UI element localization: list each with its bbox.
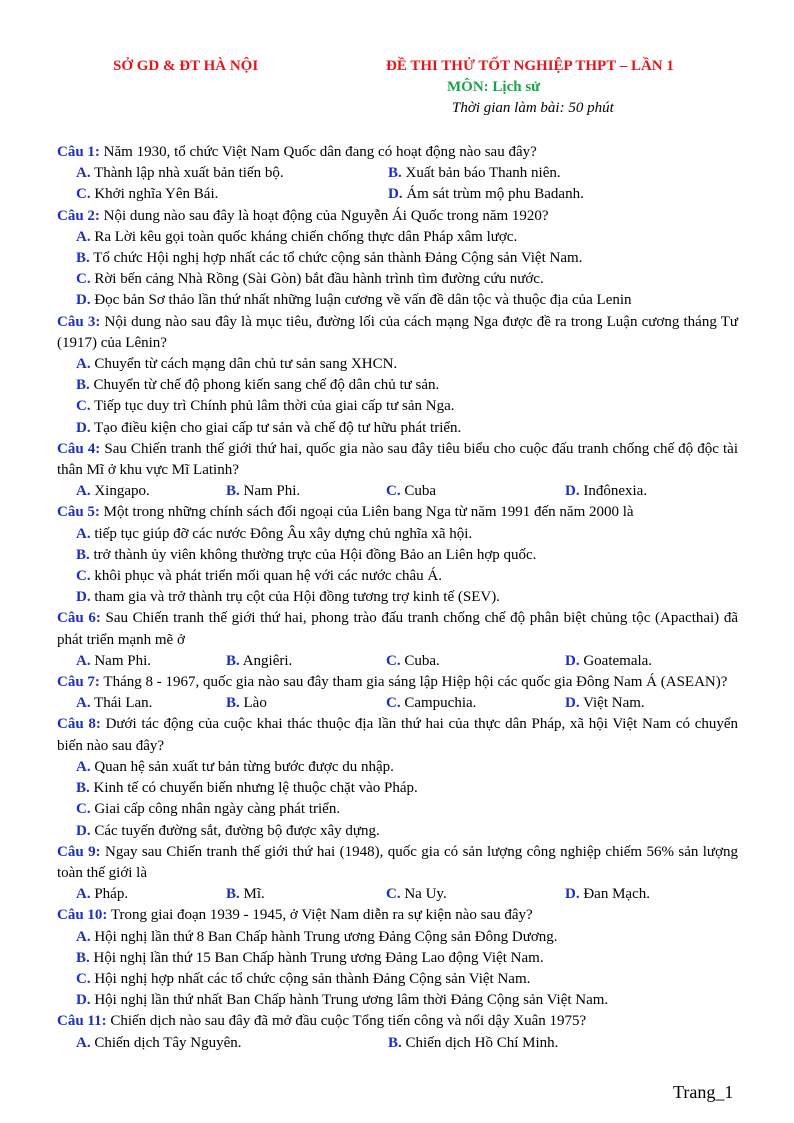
answer-option bbox=[57, 524, 738, 545]
answer-text: Cuba bbox=[404, 483, 437, 500]
answer-letter: A. bbox=[76, 758, 91, 775]
question-number: Câu 10: bbox=[57, 907, 108, 924]
answer-text: Angiêri. bbox=[242, 652, 293, 669]
answer-text: Nam Phi. bbox=[243, 483, 301, 500]
answer-option bbox=[226, 693, 386, 714]
answer-letter: B. bbox=[76, 949, 90, 966]
answer-letter: B. bbox=[76, 377, 90, 394]
answer-text: Chuyển từ chế độ phong kiến sang chế độ dân chủ tư sản. bbox=[93, 377, 440, 394]
answer-option bbox=[57, 375, 738, 396]
answer-option bbox=[386, 481, 565, 502]
question-text: Nội dung nào sau đây là mục tiêu, đường lối của cách mạng Nga được đề ra trong Luận cương tháng Tư (1917) của Lênin? bbox=[57, 313, 738, 351]
question-stem bbox=[57, 439, 738, 481]
answer-text: Khởi nghĩa Yên Bái. bbox=[94, 186, 219, 203]
answer-text: Đan Mạch. bbox=[583, 886, 650, 903]
question-number: Câu 4: bbox=[57, 440, 101, 457]
question-number: Câu 9: bbox=[57, 843, 101, 860]
question-text: Năm 1930, tổ chức Việt Nam Quốc dân đang có hoạt động nào sau đây? bbox=[99, 144, 537, 160]
answer-letter: C. bbox=[386, 886, 401, 903]
answer-letter: A. bbox=[76, 695, 91, 712]
answer-letter: B. bbox=[76, 546, 90, 563]
answer-letter: A. bbox=[76, 928, 91, 945]
answer-letter: D. bbox=[76, 589, 91, 606]
answer-text: Quan hệ sản xuất tư bản từng bước được du nhập. bbox=[94, 758, 394, 775]
question-stem bbox=[57, 206, 738, 227]
answer-option bbox=[226, 884, 386, 905]
question-stem bbox=[57, 142, 738, 163]
answer-letter: D. bbox=[565, 483, 580, 500]
answer-letter: D. bbox=[76, 419, 91, 436]
question-text: Chiến dịch nào sau đây đã mở đầu cuộc Tổng tiến công và nổi dậy Xuân 1975? bbox=[106, 1013, 587, 1030]
question-stem bbox=[57, 672, 738, 693]
answer-letter: A. bbox=[76, 483, 91, 500]
answer-option bbox=[565, 481, 738, 502]
answer-text: Lào bbox=[243, 695, 267, 712]
exam-subject: MÔN: Lịch sử bbox=[447, 79, 541, 95]
answer-option bbox=[76, 481, 226, 502]
answer-option bbox=[57, 778, 738, 799]
question-number: Câu 8: bbox=[57, 716, 101, 733]
answer-option bbox=[386, 884, 565, 905]
answer-text: Đọc bản Sơ thảo lần thứ nhất những luận cương về vấn đề dân tộc và thuộc địa của Lenin bbox=[94, 292, 632, 309]
answer-text: Mĩ. bbox=[243, 886, 265, 903]
answer-text: Tạo điều kiện cho giai cấp tư sản và chế độ tư hữu phát triển. bbox=[94, 419, 462, 436]
answer-option bbox=[76, 163, 388, 184]
answer-letter: C. bbox=[76, 568, 91, 585]
answer-option bbox=[76, 184, 388, 205]
answer-text: Việt Nam. bbox=[583, 695, 645, 712]
answer-letter: D. bbox=[565, 695, 580, 712]
answer-letter: B. bbox=[76, 780, 90, 797]
exam-header bbox=[0, 58, 794, 128]
answer-text: Tiếp tục duy trì Chính phủ lâm thời của giai cấp tư sản Nga. bbox=[94, 398, 455, 415]
answer-letter: A. bbox=[76, 886, 91, 903]
answer-text: Pháp. bbox=[94, 886, 129, 903]
answer-option bbox=[57, 948, 738, 969]
answer-letter: D. bbox=[76, 822, 91, 839]
answer-option bbox=[57, 269, 738, 290]
answer-letter: C. bbox=[386, 483, 401, 500]
answer-option bbox=[57, 354, 738, 375]
answer-text: Na Uy. bbox=[404, 886, 447, 903]
answer-text: Chuyển từ cách mạng dân chủ tư sản sang XHCN. bbox=[94, 356, 398, 373]
question-stem bbox=[57, 312, 738, 354]
answer-letter: A. bbox=[76, 525, 91, 542]
answer-option bbox=[57, 587, 738, 608]
answer-letter: C. bbox=[76, 970, 91, 987]
answer-option bbox=[76, 1033, 388, 1054]
answer-text: Goatemala. bbox=[583, 652, 653, 669]
answer-letter: A. bbox=[76, 356, 91, 373]
answer-letter: B. bbox=[226, 695, 240, 712]
answer-text: Hội nghị lần thứ 8 Ban Chấp hành Trung ương Đảng Cộng sản Đông Dương. bbox=[94, 928, 558, 945]
exam-title: ĐỀ THI THỬ TỐT NGHIỆP THPT – LẦN 1 bbox=[386, 58, 674, 74]
answer-letter: D. bbox=[76, 292, 91, 309]
answer-option bbox=[388, 184, 738, 205]
answer-option bbox=[226, 481, 386, 502]
question-text: Tháng 8 - 1967, quốc gia nào sau đây tham gia sáng lập Hiệp hội các quốc gia Đông Nam Á (ASEAN)? bbox=[99, 674, 728, 691]
question-block bbox=[57, 502, 738, 608]
answer-option bbox=[57, 757, 738, 778]
question-text: Sau Chiến tranh thế giới thứ hai, phong trào đấu tranh chống chế độ phân biệt chủng tộc (Apacthai) đã phát triển mạnh mẽ ở bbox=[57, 610, 739, 648]
answer-letter: B. bbox=[76, 250, 90, 267]
question-block bbox=[57, 439, 738, 503]
answer-text: Hội nghị lần thứ 15 Ban Chấp hành Trung ương Đảng Lao động Việt Nam. bbox=[93, 949, 544, 966]
answer-option bbox=[386, 651, 565, 672]
answer-text: khôi phục và phát triển mối quan hệ với các nước châu Á. bbox=[94, 568, 442, 585]
question-text: Một trong những chính sách đối ngoại của Liên bang Nga từ năm 1991 đến năm 2000 là bbox=[99, 504, 634, 521]
answer-row bbox=[57, 651, 738, 672]
question-block bbox=[57, 206, 738, 312]
answer-text: Hội nghị lần thứ nhất Ban Chấp hành Trung ương lâm thời Đảng Cộng sản Việt Nam. bbox=[94, 992, 609, 1009]
question-stem bbox=[57, 1011, 738, 1032]
answer-option bbox=[565, 884, 738, 905]
question-number: Câu 6: bbox=[57, 610, 101, 627]
answer-text: Thái Lan. bbox=[94, 695, 153, 712]
question-text: Ngay sau Chiến tranh thế giới thứ hai (1948), quốc gia có sản lượng công nghiệp chiếm 56% sản lượng toàn thế giới là bbox=[57, 843, 738, 881]
question-stem bbox=[57, 502, 738, 523]
question-block bbox=[57, 672, 738, 714]
answer-row bbox=[57, 1033, 738, 1054]
question-text: Sau Chiến tranh thế giới thứ hai, quốc gia nào sau đây tiêu biểu cho cuộc đấu tranh chống chế độ độc tài thân Mĩ ở khu vực Mĩ Latinh? bbox=[57, 440, 738, 479]
question-number: Câu 11: bbox=[57, 1013, 107, 1030]
question-stem bbox=[57, 608, 738, 650]
answer-row bbox=[57, 163, 738, 184]
answer-option bbox=[57, 990, 738, 1011]
question-text: Nội dung nào sau đây là hoạt động của Nguyễn Ái Quốc trong năm 1920? bbox=[99, 207, 549, 224]
answer-option bbox=[76, 651, 226, 672]
answer-letter: C. bbox=[386, 652, 401, 669]
answer-text: Rời bến cảng Nhà Rồng (Sài Gòn) bắt đầu hành trình tìm đường cứu nước. bbox=[94, 271, 544, 288]
question-block bbox=[57, 1011, 738, 1053]
answer-row bbox=[57, 184, 738, 205]
answer-row bbox=[57, 481, 738, 502]
answer-letter: B. bbox=[388, 1034, 402, 1051]
answer-text: Hội nghị hợp nhất các tổ chức cộng sản thành Đảng Cộng sản Việt Nam. bbox=[94, 970, 531, 987]
answer-text: Cuba. bbox=[404, 652, 440, 669]
answer-letter: A. bbox=[76, 165, 91, 182]
answer-letter: C. bbox=[76, 186, 91, 203]
answer-row bbox=[57, 884, 738, 905]
answer-letter: A. bbox=[76, 652, 91, 669]
answer-option bbox=[57, 418, 738, 439]
answer-letter: B. bbox=[388, 165, 402, 182]
answer-option bbox=[57, 290, 738, 311]
answer-text: Kinh tế có chuyển biến nhưng lệ thuộc chặt vào Pháp. bbox=[93, 780, 418, 797]
question-block bbox=[57, 714, 738, 841]
answer-option bbox=[565, 693, 738, 714]
answer-text: tiếp tục giúp đỡ các nước Đông Âu xây dựng chủ nghĩa xã hội. bbox=[94, 525, 473, 542]
question-number: Câu 7: bbox=[57, 674, 100, 691]
answer-letter: C. bbox=[76, 271, 91, 288]
answer-option bbox=[76, 693, 226, 714]
answer-text: tham gia và trở thành trụ cột của Hội đồng tương trợ kinh tế (SEV). bbox=[94, 589, 500, 606]
question-number: Câu 5: bbox=[57, 504, 100, 521]
answer-option bbox=[388, 1033, 738, 1054]
answer-option bbox=[57, 799, 738, 820]
answer-text: Xuất bản báo Thanh niên. bbox=[405, 165, 561, 182]
answer-option bbox=[386, 693, 565, 714]
answer-text: Chiến dịch Tây Nguyên. bbox=[94, 1034, 242, 1051]
answer-letter: A. bbox=[76, 228, 91, 245]
answer-option bbox=[57, 545, 738, 566]
answer-row bbox=[57, 693, 738, 714]
question-block bbox=[57, 842, 738, 906]
question-number: Câu 2: bbox=[57, 207, 100, 224]
question-text: Dưới tác động của cuộc khai thác thuộc địa lần thứ hai của thực dân Pháp, xã hội Việt Nam có chuyển biến nào sau đây? bbox=[57, 716, 739, 754]
answer-option bbox=[57, 821, 738, 842]
question-stem bbox=[57, 905, 738, 926]
answer-text: Ám sát trùm mộ phu Badanh. bbox=[406, 186, 584, 203]
answer-text: Ra Lời kêu gọi toàn quốc kháng chiến chống thực dân Pháp xâm lược. bbox=[94, 228, 518, 245]
answer-option bbox=[57, 927, 738, 948]
answer-letter: C. bbox=[76, 398, 91, 415]
answer-option bbox=[226, 651, 386, 672]
answer-text: Giai cấp công nhân ngày càng phát triển. bbox=[94, 801, 341, 818]
answer-text: Inđônexia. bbox=[583, 483, 648, 500]
questions-list bbox=[57, 142, 738, 1054]
answer-letter: C. bbox=[386, 695, 401, 712]
answer-text: Chiến dịch Hồ Chí Minh. bbox=[405, 1034, 559, 1051]
question-number: Câu 3: bbox=[57, 313, 101, 330]
answer-option bbox=[565, 651, 738, 672]
answer-letter: B. bbox=[226, 652, 240, 669]
question-text: Trong giai đoạn 1939 - 1945, ở Việt Nam diễn ra sự kiện nào sau đây? bbox=[107, 907, 533, 924]
department-name: SỞ GD & ĐT HÀ NỘI bbox=[113, 58, 259, 74]
answer-letter: D. bbox=[388, 186, 403, 203]
answer-option bbox=[57, 969, 738, 990]
answer-option bbox=[57, 396, 738, 417]
exam-duration: Thời gian làm bài: 50 phút bbox=[452, 100, 614, 116]
answer-letter: A. bbox=[76, 1034, 91, 1051]
answer-text: Thành lập nhà xuất bản tiến bộ. bbox=[94, 165, 284, 182]
answer-text: Xingapo. bbox=[94, 483, 150, 500]
answer-letter: D. bbox=[565, 652, 580, 669]
answer-text: Campuchia. bbox=[404, 695, 477, 712]
answer-option bbox=[76, 884, 226, 905]
question-block bbox=[57, 905, 738, 1011]
answer-letter: C. bbox=[76, 801, 91, 818]
question-stem bbox=[57, 842, 738, 884]
question-block bbox=[57, 142, 738, 206]
answer-option bbox=[57, 227, 738, 248]
question-number: Câu 1: bbox=[57, 144, 100, 160]
question-block bbox=[57, 608, 738, 672]
answer-letter: D. bbox=[76, 992, 91, 1009]
answer-letter: B. bbox=[226, 483, 240, 500]
answer-letter: B. bbox=[226, 886, 240, 903]
question-stem bbox=[57, 714, 738, 756]
answer-text: trở thành ủy viên không thường trực của Hội đồng Bảo an Liên hợp quốc. bbox=[93, 546, 537, 563]
answer-letter: D. bbox=[565, 886, 580, 903]
page-number: Trang_1 bbox=[673, 1082, 734, 1102]
answer-text: Các tuyến đường sắt, đường bộ được xây dựng. bbox=[94, 822, 380, 839]
question-block bbox=[57, 312, 738, 439]
answer-option bbox=[57, 248, 738, 269]
answer-option bbox=[57, 566, 738, 587]
answer-text: Tổ chức Hội nghị hợp nhất các tổ chức cộng sản thành Đảng Cộng sản Việt Nam. bbox=[93, 250, 583, 267]
answer-option bbox=[388, 163, 738, 184]
answer-text: Nam Phi. bbox=[94, 652, 152, 669]
